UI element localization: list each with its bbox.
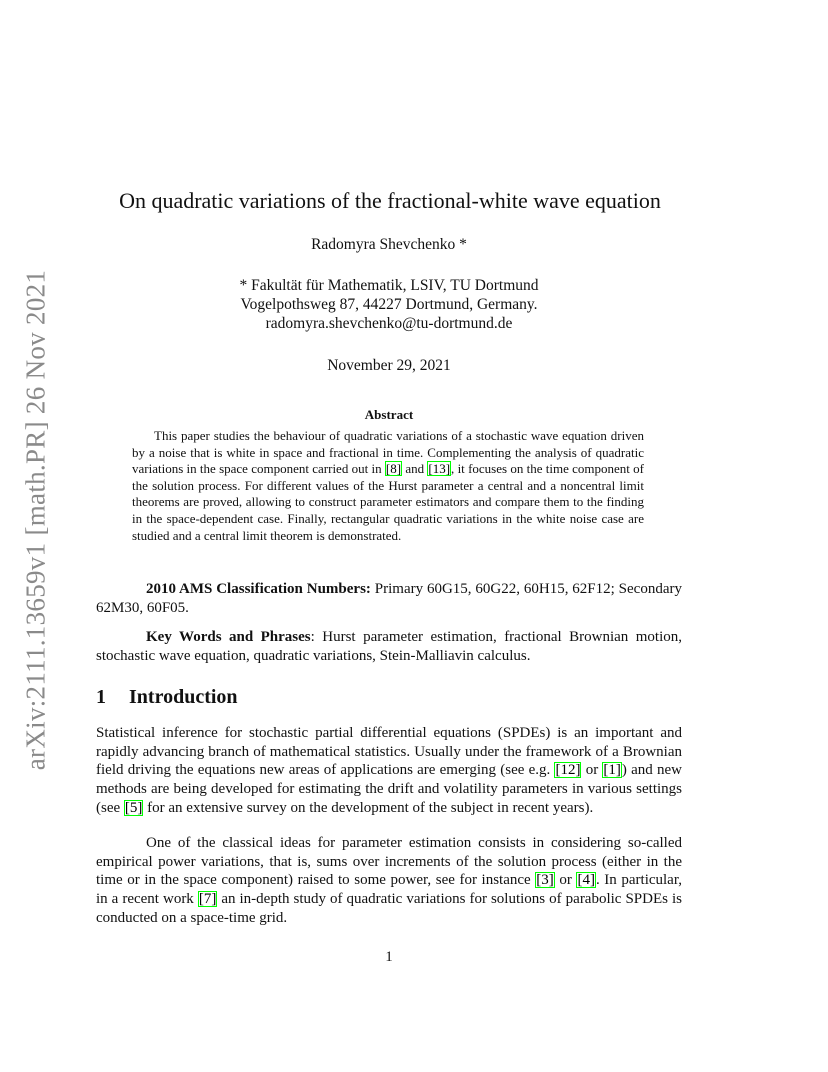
affiliation-block	[0, 276, 778, 333]
arxiv-identifier-stamp	[0, 0, 70, 1072]
author-email: radomyra.shevchenko@tu-dortmund.de	[265, 315, 513, 332]
section-number: 1	[96, 686, 106, 708]
intro2-text-1: One of the classical ideas for parameter estimation consists in considering so-called empirical power variations, that is, sums over increments of the solution process (either in the time or in the space component) raised to some power, see for instance	[96, 835, 682, 889]
intro-paragraph-2	[96, 834, 682, 928]
paper-title: On quadratic variations of the fractional-white wave equation	[119, 188, 661, 213]
abstract-text-2: and	[402, 461, 428, 477]
abstract-text-1: This paper studies the behaviour of quadratic variations of a stochastic wave equation driven by a noise that is white in space and fractional in time. Complementing the analysis of quadratic variations in the space component carried out in	[132, 428, 644, 477]
ams-classification	[96, 580, 682, 617]
ams-text: Primary 60G15, 60G22, 60H15, 62F12; Secondary 62M30, 60F05.	[96, 581, 682, 616]
citation-link[interactable]: [7]	[198, 891, 217, 908]
ams-label: 2010 AMS Classification Numbers:	[146, 581, 371, 597]
keywords-text: : Hurst parameter estimation, fractional Brownian motion, stochastic wave equation, quadratic variations, Stein-Malliavin calculus.	[96, 629, 682, 664]
arxiv-identifier-text: arXiv:2111.13659v1 [math.PR] 26 Nov 2021	[20, 269, 51, 771]
citation-link[interactable]: [4]	[577, 872, 595, 889]
abstract-heading: Abstract	[364, 407, 414, 422]
intro2-text-4: an in-depth study of quadratic variations for solutions of parabolic SPDEs is conducted on a space-time grid.	[96, 891, 682, 926]
keywords-label: Key Words and Phrases	[146, 629, 311, 645]
citation-link[interactable]: [12]	[555, 762, 581, 779]
affiliation-line-1: * Fakultät für Mathematik, LSIV, TU Dortmund	[239, 277, 539, 294]
citation-link[interactable]: [3]	[536, 872, 554, 889]
author-name: Radomyra Shevchenko *	[311, 236, 467, 253]
intro1-text-2: or	[581, 762, 603, 779]
intro2-text-2: or	[554, 872, 577, 889]
intro1-text-3: ) and new methods are being developed for estimating the drift and volatility parameters in various settings (see	[96, 762, 682, 816]
intro-paragraph-1	[96, 724, 682, 818]
intro1-text-4: for an extensive survey on the development of the subject in recent years).	[143, 799, 594, 816]
abstract-text-3: , it focuses on the time component of the solution process. For different values of the Hurst parameter a central and a noncentral limit theorems are proved, allowing to construct parameter estimators and compare them to the finding in the space-dependent case. Finally, rectangular quadratic variations in the white noise case are studied and a central limit theorem is demonstrated.	[132, 461, 644, 543]
keywords	[96, 628, 682, 665]
citation-link[interactable]: [5]	[124, 799, 143, 816]
intro1-text-1: Statistical inference for stochastic partial differential equations (SPDEs) is an important and rapidly advancing branch of mathematical statistics. Usually under the framework of a Brownian field driving the equations new areas of applications are emerging (see e.g.	[96, 725, 682, 779]
page-number: 1	[385, 949, 393, 965]
section-heading	[96, 686, 238, 709]
intro2-text-3: . In particular, in a recent work	[96, 872, 682, 908]
publication-date: November 29, 2021	[327, 357, 451, 374]
citation-link[interactable]: [13]	[428, 461, 451, 477]
abstract-body	[132, 428, 644, 544]
citation-link[interactable]: [1]	[603, 762, 621, 779]
section-title: Introduction	[129, 686, 238, 708]
affiliation-line-2: Vogelpothsweg 87, 44227 Dortmund, Germany.	[240, 296, 538, 313]
citation-link[interactable]: [8]	[385, 461, 402, 477]
